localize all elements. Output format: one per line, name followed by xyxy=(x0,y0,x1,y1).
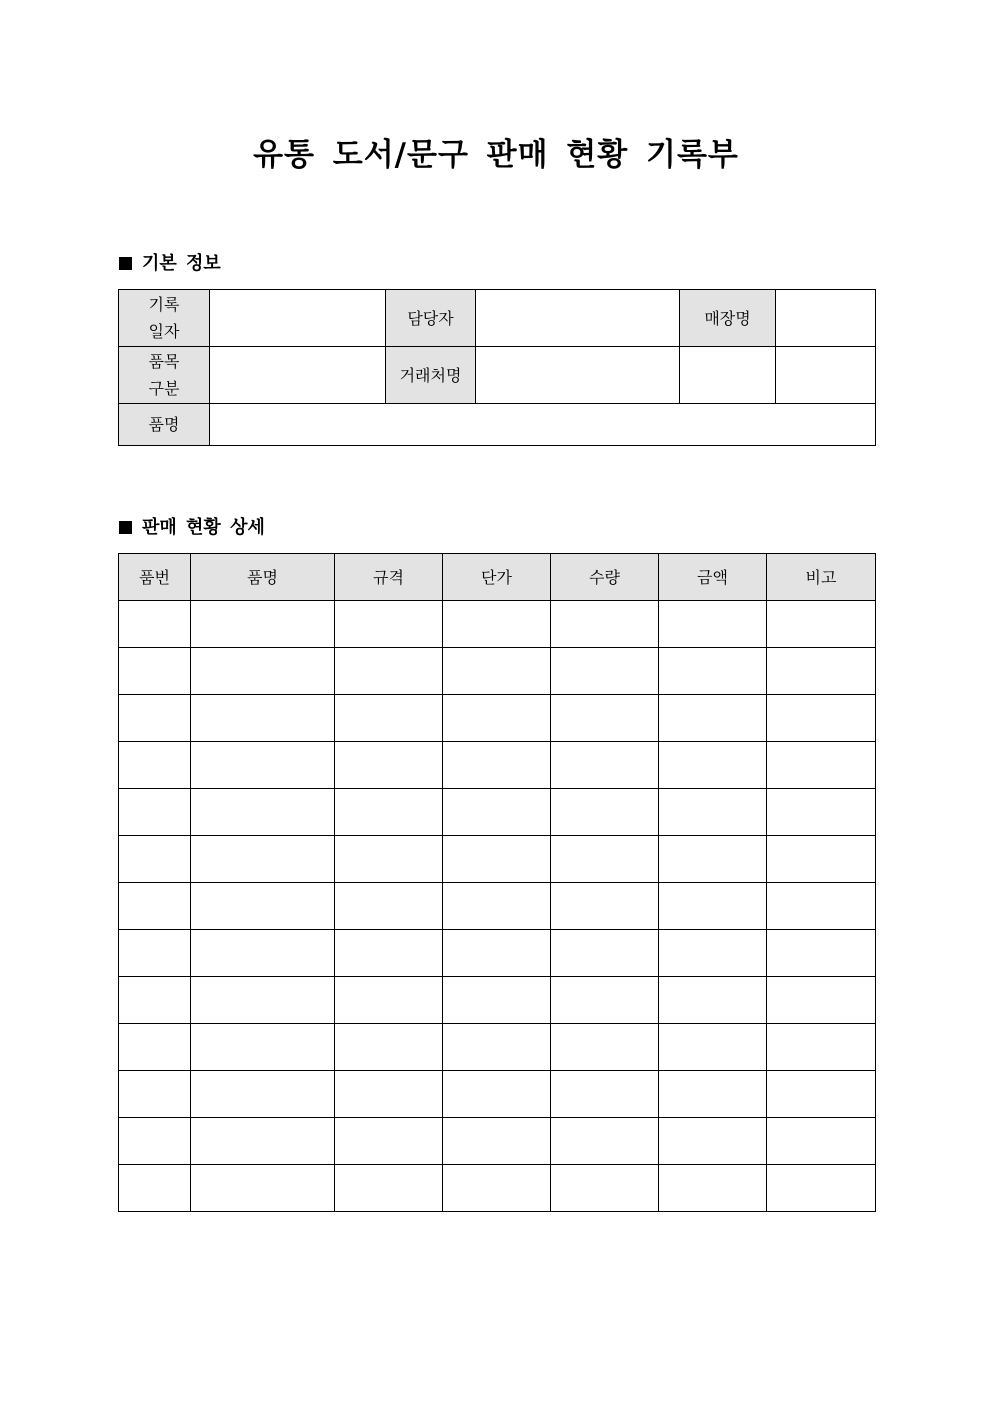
quantity-cell[interactable] xyxy=(551,977,659,1024)
quantity-cell[interactable] xyxy=(551,1165,659,1212)
item-no-cell[interactable] xyxy=(119,1024,191,1071)
table-row xyxy=(119,977,876,1024)
spec-cell[interactable] xyxy=(335,742,443,789)
unit-price-cell[interactable] xyxy=(443,977,551,1024)
product-name-cell[interactable] xyxy=(191,930,335,977)
item-no-cell[interactable] xyxy=(119,1118,191,1165)
item-no-cell[interactable] xyxy=(119,930,191,977)
product-name-cell[interactable] xyxy=(191,1024,335,1071)
amount-cell[interactable] xyxy=(659,930,767,977)
unit-price-cell[interactable] xyxy=(443,836,551,883)
table-row xyxy=(119,883,876,930)
unit-price-cell[interactable] xyxy=(443,883,551,930)
unit-price-cell[interactable] xyxy=(443,601,551,648)
amount-cell[interactable] xyxy=(659,1071,767,1118)
amount-cell[interactable] xyxy=(659,695,767,742)
remarks-cell[interactable] xyxy=(767,1071,876,1118)
item-no-cell[interactable] xyxy=(119,883,191,930)
table-row xyxy=(119,930,876,977)
row2-extra-field-b[interactable] xyxy=(776,347,876,404)
quantity-cell[interactable] xyxy=(551,742,659,789)
remarks-cell[interactable] xyxy=(767,601,876,648)
spec-cell[interactable] xyxy=(335,1071,443,1118)
amount-cell[interactable] xyxy=(659,1024,767,1071)
table-row xyxy=(119,836,876,883)
remarks-cell[interactable] xyxy=(767,1024,876,1071)
item-no-cell[interactable] xyxy=(119,1071,191,1118)
item-no-cell[interactable] xyxy=(119,1165,191,1212)
spec-cell[interactable] xyxy=(335,883,443,930)
col-header-spec: 규격 xyxy=(335,554,443,601)
remarks-cell[interactable] xyxy=(767,789,876,836)
table-row xyxy=(119,1071,876,1118)
sales-detail-heading-text: 판매 현황 상세 xyxy=(142,517,265,538)
spec-cell[interactable] xyxy=(335,977,443,1024)
amount-cell[interactable] xyxy=(659,789,767,836)
table-row xyxy=(119,695,876,742)
remarks-cell[interactable] xyxy=(767,695,876,742)
unit-price-cell[interactable] xyxy=(443,648,551,695)
quantity-cell[interactable] xyxy=(551,883,659,930)
unit-price-cell[interactable] xyxy=(443,789,551,836)
amount-cell[interactable] xyxy=(659,1165,767,1212)
table-row xyxy=(119,789,876,836)
remarks-cell[interactable] xyxy=(767,648,876,695)
col-header-remarks: 비고 xyxy=(767,554,876,601)
spec-cell[interactable] xyxy=(335,1118,443,1165)
quantity-cell[interactable] xyxy=(551,836,659,883)
table-row xyxy=(119,1165,876,1212)
product-name-cell[interactable] xyxy=(191,1118,335,1165)
product-name-cell[interactable] xyxy=(191,1071,335,1118)
table-row xyxy=(119,742,876,789)
document-title: 유통 도서/문구 판매 현황 기록부 xyxy=(253,137,739,173)
quantity-cell[interactable] xyxy=(551,648,659,695)
col-header-unit-price: 단가 xyxy=(443,554,551,601)
sales-detail-table xyxy=(118,553,876,1212)
spec-cell[interactable] xyxy=(335,648,443,695)
spec-cell[interactable] xyxy=(335,601,443,648)
sales-table-body xyxy=(119,601,876,1212)
unit-price-cell[interactable] xyxy=(443,1071,551,1118)
product-name-cell[interactable] xyxy=(191,695,335,742)
row2-extra-field-a[interactable] xyxy=(680,347,776,404)
store-name-field[interactable] xyxy=(776,290,876,347)
col-header-product-name: 품명 xyxy=(191,554,335,601)
amount-cell[interactable] xyxy=(659,742,767,789)
black-square-icon xyxy=(119,521,132,534)
table-row xyxy=(119,601,876,648)
quantity-cell[interactable] xyxy=(551,930,659,977)
unit-price-cell[interactable] xyxy=(443,1118,551,1165)
product-name-cell[interactable] xyxy=(191,789,335,836)
product-name-cell[interactable] xyxy=(191,977,335,1024)
product-name-label: 품명 xyxy=(119,404,210,446)
item-no-cell[interactable] xyxy=(119,601,191,648)
remarks-cell[interactable] xyxy=(767,1118,876,1165)
manager-label: 담당자 xyxy=(386,290,476,347)
product-name-cell[interactable] xyxy=(191,601,335,648)
remarks-cell[interactable] xyxy=(767,883,876,930)
black-square-icon xyxy=(119,257,132,270)
amount-cell[interactable] xyxy=(659,836,767,883)
item-no-cell[interactable] xyxy=(119,789,191,836)
product-name-cell[interactable] xyxy=(191,883,335,930)
quantity-cell[interactable] xyxy=(551,601,659,648)
item-no-cell[interactable] xyxy=(119,648,191,695)
item-no-cell[interactable] xyxy=(119,977,191,1024)
unit-price-cell[interactable] xyxy=(443,742,551,789)
remarks-cell[interactable] xyxy=(767,930,876,977)
amount-cell[interactable] xyxy=(659,601,767,648)
amount-cell[interactable] xyxy=(659,977,767,1024)
item-no-cell[interactable] xyxy=(119,695,191,742)
col-header-item-no: 품번 xyxy=(119,554,191,601)
product-name-field[interactable] xyxy=(210,404,876,446)
spec-cell[interactable] xyxy=(335,695,443,742)
table-row xyxy=(119,1024,876,1071)
remarks-cell[interactable] xyxy=(767,1165,876,1212)
unit-price-cell[interactable] xyxy=(443,695,551,742)
sales-header-row xyxy=(119,554,876,601)
spec-cell[interactable] xyxy=(335,789,443,836)
quantity-cell[interactable] xyxy=(551,1118,659,1165)
remarks-cell[interactable] xyxy=(767,977,876,1024)
basic-info-heading xyxy=(119,252,221,276)
col-header-quantity: 수량 xyxy=(551,554,659,601)
spec-cell[interactable] xyxy=(335,1165,443,1212)
product-name-cell[interactable] xyxy=(191,1165,335,1212)
client-name-label: 거래처명 xyxy=(386,347,476,404)
product-name-cell[interactable] xyxy=(191,648,335,695)
amount-cell[interactable] xyxy=(659,1118,767,1165)
amount-cell[interactable] xyxy=(659,648,767,695)
quantity-cell[interactable] xyxy=(551,1071,659,1118)
remarks-cell[interactable] xyxy=(767,742,876,789)
quantity-cell[interactable] xyxy=(551,695,659,742)
item-no-cell[interactable] xyxy=(119,742,191,789)
product-name-cell[interactable] xyxy=(191,836,335,883)
basic-info-row xyxy=(119,290,876,347)
table-row xyxy=(119,1118,876,1165)
remarks-cell[interactable] xyxy=(767,836,876,883)
table-row xyxy=(119,648,876,695)
client-name-field[interactable] xyxy=(476,347,680,404)
basic-info-row xyxy=(119,347,876,404)
quantity-cell[interactable] xyxy=(551,1024,659,1071)
item-no-cell[interactable] xyxy=(119,836,191,883)
spec-cell[interactable] xyxy=(335,1024,443,1071)
unit-price-cell[interactable] xyxy=(443,930,551,977)
col-header-amount: 금액 xyxy=(659,554,767,601)
store-name-label: 매장명 xyxy=(680,290,776,347)
basic-info-row xyxy=(119,404,876,446)
quantity-cell[interactable] xyxy=(551,789,659,836)
spec-cell[interactable] xyxy=(335,836,443,883)
product-name-cell[interactable] xyxy=(191,742,335,789)
unit-price-cell[interactable] xyxy=(443,1024,551,1071)
record-date-label: 기록 일자 xyxy=(119,290,210,347)
item-category-field[interactable] xyxy=(210,347,386,404)
manager-field[interactable] xyxy=(476,290,680,347)
unit-price-cell[interactable] xyxy=(443,1165,551,1212)
sales-detail-heading xyxy=(119,516,265,540)
item-category-label: 품목 구분 xyxy=(119,347,210,404)
spec-cell[interactable] xyxy=(335,930,443,977)
record-date-field[interactable] xyxy=(210,290,386,347)
amount-cell[interactable] xyxy=(659,883,767,930)
basic-info-table xyxy=(118,289,876,446)
basic-info-heading-text: 기본 정보 xyxy=(142,253,221,274)
